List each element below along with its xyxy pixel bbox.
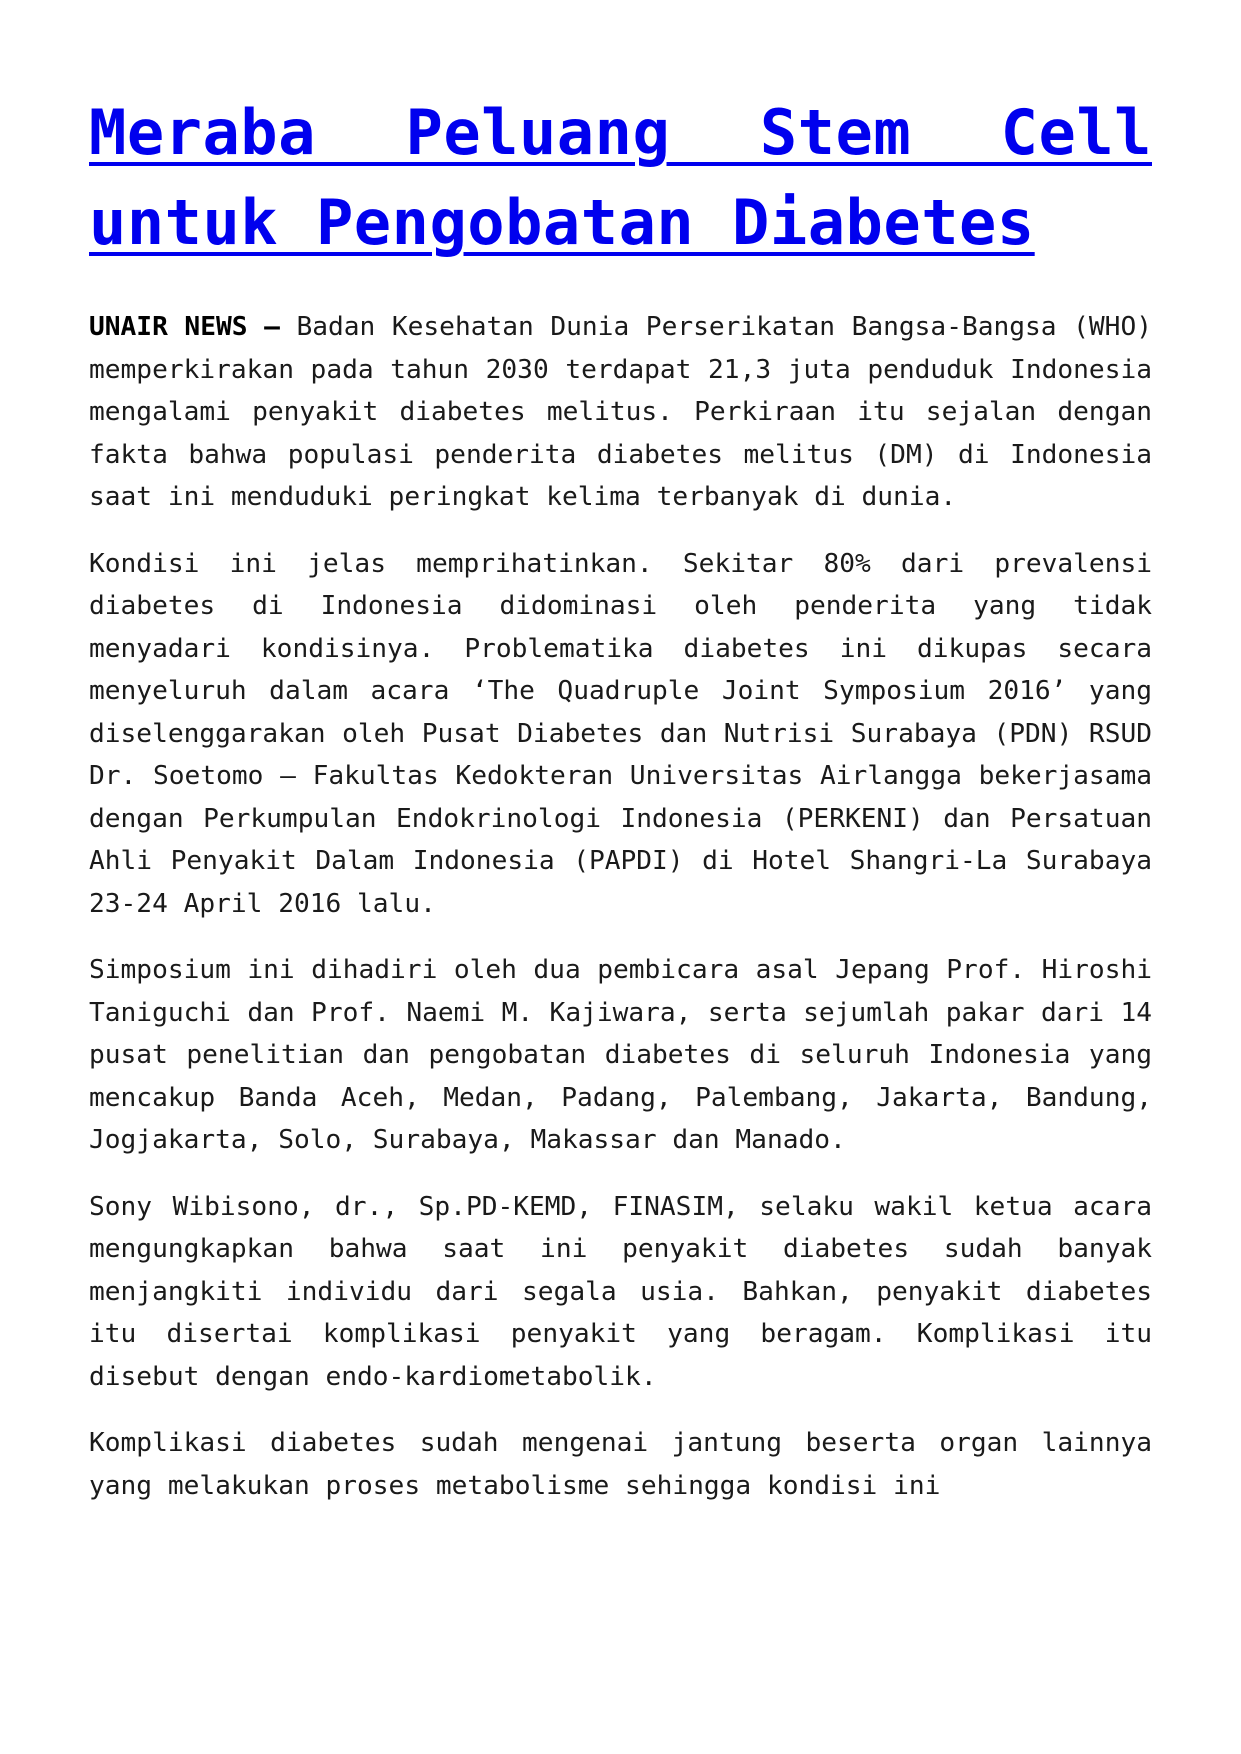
article	[89, 88, 1152, 1531]
article-title	[89, 88, 1152, 268]
paragraph-5: Komplikasi diabetes sudah mengenai jantung beserta organ lainnya yang melakukan proses metabolisme sehingga kondisi ini	[89, 1428, 1152, 1501]
paragraph-4: Sony Wibisono, dr., Sp.PD-KEMD, FINASIM, selaku wakil ketua acara mengungkapkan bahwa saat ini penyakit diabetes sudah banyak menjangkiti individu dari segala usia. Bahkan, penyakit diabetes itu disertai komplikasi penyakit yang beragam. Komplikasi itu disebut dengan endo-kardiometabolik.	[89, 1191, 1152, 1392]
lead-label: UNAIR NEWS –	[89, 312, 280, 342]
paragraph-1	[89, 306, 1152, 519]
article-title-link[interactable]: Meraba Peluang Stem Cell untuk Pengobatan Diabetes	[89, 96, 1152, 259]
paragraph-1-text: Badan Kesehatan Dunia Perserikatan Bangsa-Bangsa (WHO) memperkirakan pada tahun 2030 terdapat 21,3 juta penduduk Indonesia mengalami penyakit diabetes melitus. Perkiraan itu sejalan dengan fakta bahwa populasi penderita diabetes melitus (DM) di Indonesia saat ini menduduki peringkat kelima terbanyak di dunia.	[89, 312, 1152, 512]
paragraph-3: Simposium ini dihadiri oleh dua pembicara asal Jepang Prof. Hiroshi Taniguchi dan Prof. Naemi M. Kajiwara, serta sejumlah pakar dari 14 pusat penelitian dan pengobatan diabetes di seluruh Indonesia yang mencakup Banda Aceh, Medan, Padang, Palembang, Jakarta, Bandung, Jogjakarta, Solo, Surabaya, Makassar dan Manado.	[89, 955, 1152, 1155]
paragraph-2: Kondisi ini jelas memprihatinkan. Sekitar 80% dari prevalensi diabetes di Indonesia didominasi oleh penderita yang tidak menyadari kondisinya. Problematika diabetes ini dikupas secara menyeluruh dalam acara ‘The Quadruple Joint Symposium 2016’ yang diselenggarakan oleh Pusat Diabetes dan Nutrisi Surabaya (PDN) RSUD Dr. Soetomo – Fakultas Kedokteran Universitas Airlangga bekerjasama dengan Perkumpulan Endokrinologi Indonesia (PERKENI) dan Persatuan Ahli Penyakit Dalam Indonesia (PAPDI) di Hotel Shangri-La Surabaya 23-24 April 2016 lalu.	[89, 548, 1152, 919]
